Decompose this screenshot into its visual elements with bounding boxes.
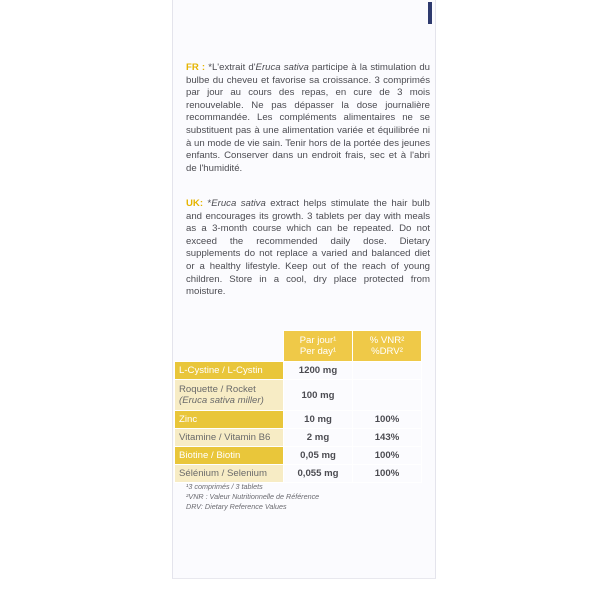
header-amount-fr: Par jour¹ xyxy=(299,335,337,346)
uk-text-pre: * xyxy=(203,198,212,209)
table-row xyxy=(175,429,422,447)
fr-text-post: participe à la stimulation du bulbe du cheveu et favorise sa croissance. 3 comprimés par jour au cours des repas, en cure de 3 mois renouvelable. Ne pas dépasser la dose journalière recommandée. Les compléments alimentaires ne se substituent pas à une alimentation variée et équilibrée ni à un mode de vie sain. Tenir hors de la portée des jeunes enfants. Conserver dans un endroit frais, sec et à l'abri de l'humidité. xyxy=(186,62,430,174)
nutrient-name: Sélénium / Selenium xyxy=(175,465,284,483)
footnote-vnr: ²VNR : Valeur Nutritionnelle de Référence xyxy=(186,491,320,501)
nutrient-name: L-Cystine / L-Cystin xyxy=(175,362,284,380)
nutrient-vnr: 100% xyxy=(353,447,422,465)
uk-label: UK: xyxy=(186,198,204,209)
table-row xyxy=(175,447,422,465)
nutrient-vnr: 143% xyxy=(353,429,422,447)
table-row xyxy=(175,362,422,380)
english-text xyxy=(186,198,430,299)
nutrient-vnr xyxy=(353,362,422,380)
header-amount xyxy=(284,331,353,362)
table-row xyxy=(175,465,422,483)
uk-text-post: extract helps stimulate the hair bulb and encourages its growth. 3 tablets per day with meals as a 3-month course which can be repeated. Do not exceed the recommended daily dose. Dietary supplements do not replace a varied and balanced diet or a healthy lifestyle. Keep out of the reach of young children. Store in a cool, dry place protected from moisture. xyxy=(186,198,430,298)
nutrient-amount: 100 mg xyxy=(284,380,353,411)
uk-species: Eruca sativa xyxy=(211,198,266,209)
header-vnr-en: %DRV² xyxy=(371,346,403,357)
french-text xyxy=(186,62,430,175)
footnotes xyxy=(186,482,319,511)
nutrient-vnr xyxy=(353,380,422,411)
nutrient-latin-name: (Eruca sativa miller) xyxy=(179,395,264,406)
nutrient-name: Biotine / Biotin xyxy=(175,447,284,465)
nutrition-table xyxy=(174,330,422,483)
nutrient-amount: 0,055 mg xyxy=(284,465,353,483)
footnote-drv: DRV: Dietary Reference Values xyxy=(186,501,287,511)
nutrient-amount: 1200 mg xyxy=(284,362,353,380)
header-vnr-fr: % VNR² xyxy=(369,335,405,346)
nutrient-name: Vitamine / Vitamin B6 xyxy=(175,429,284,447)
nutrient-vnr: 100% xyxy=(353,465,422,483)
nutrient-name: Zinc xyxy=(175,411,284,429)
nutrient-name-cell xyxy=(175,380,284,411)
footnote-dosage: ¹3 comprimés / 3 tablets xyxy=(186,482,263,491)
nutrient-amount: 10 mg xyxy=(284,411,353,429)
table-row xyxy=(175,411,422,429)
nutrient-vnr: 100% xyxy=(353,411,422,429)
table-row xyxy=(175,380,422,411)
header-amount-en: Per day¹ xyxy=(299,346,337,357)
table-header-row xyxy=(175,331,422,362)
box-edge-tab xyxy=(428,2,432,24)
header-vnr xyxy=(353,331,422,362)
nutrient-name: Roquette / Rocket xyxy=(179,384,256,395)
fr-species: Eruca sativa xyxy=(255,62,309,73)
nutrient-amount: 0,05 mg xyxy=(284,447,353,465)
fr-label: FR : xyxy=(186,62,206,73)
nutrient-amount: 2 mg xyxy=(284,429,353,447)
fr-text-pre: *L'extrait d' xyxy=(205,62,256,73)
